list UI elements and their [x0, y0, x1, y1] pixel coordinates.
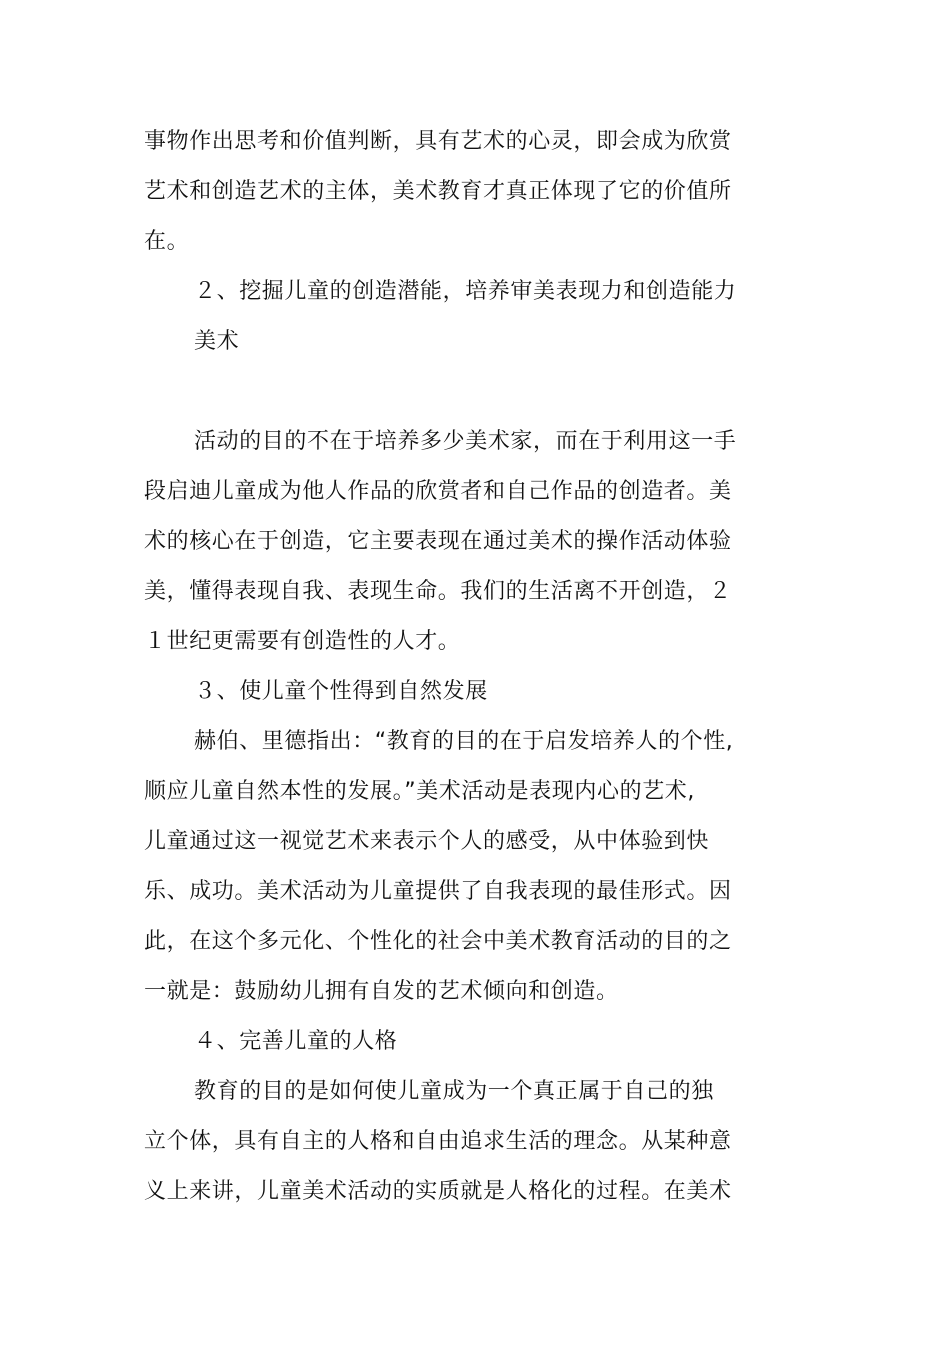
paragraph-line: 顺应儿童自然本性的发展。”美术活动是表现内心的艺术, [144, 779, 695, 804]
paragraph-line: 一就是：鼓励幼儿拥有自发的艺术倾向和创造。 [144, 979, 619, 1004]
section-heading: ４、完善儿童的人格 [194, 1029, 398, 1054]
paragraph-line: 事物作出思考和价值判断，具有艺术的心灵，即会成为欣赏 [144, 129, 732, 154]
paragraph-line: １世纪更需要有创造性的人才。 [144, 629, 461, 654]
paragraph-line: 乐、成功。美术活动为儿童提供了自我表现的最佳形式。因 [144, 879, 732, 904]
paragraph-line: 在。 [144, 229, 190, 254]
paragraph-line: 术的核心在于创造，它主要表现在通过美术的操作活动体验 [144, 529, 732, 554]
paragraph-line: 活动的目的不在于培养多少美术家，而在于利用这一手 [194, 429, 737, 454]
paragraph-line: 段启迪儿童成为他人作品的欣赏者和自己作品的创造者。美 [144, 479, 732, 504]
paragraph-line: 教育的目的是如何使儿童成为一个真正属于自己的独 [194, 1079, 714, 1104]
paragraph-line: 义上来讲，儿童美术活动的实质就是人格化的过程。在美术 [144, 1179, 732, 1204]
paragraph-line: 儿童通过这一视觉艺术来表示个人的感受，从中体验到快 [144, 829, 710, 854]
paragraph-line: 立个体，具有自主的人格和自由追求生活的理念。从某种意 [144, 1129, 732, 1154]
paragraph-line: 赫伯、里德指出：“教育的目的在于启发培养人的个性, [194, 729, 734, 754]
section-heading: ２、挖掘儿童的创造潜能，培养审美表现力和创造能力 [194, 279, 737, 304]
paragraph-line: 美，懂得表现自我、表现生命。我们的生活离不开创造，２ [144, 579, 732, 604]
paragraph-line: 此，在这个多元化、个性化的社会中美术教育活动的目的之 [144, 929, 732, 954]
paragraph-line: 美术 [194, 329, 240, 354]
section-heading: ３、使儿童个性得到自然发展 [194, 679, 488, 704]
paragraph-line: 艺术和创造艺术的主体，美术教育才真正体现了它的价值所 [144, 179, 732, 204]
